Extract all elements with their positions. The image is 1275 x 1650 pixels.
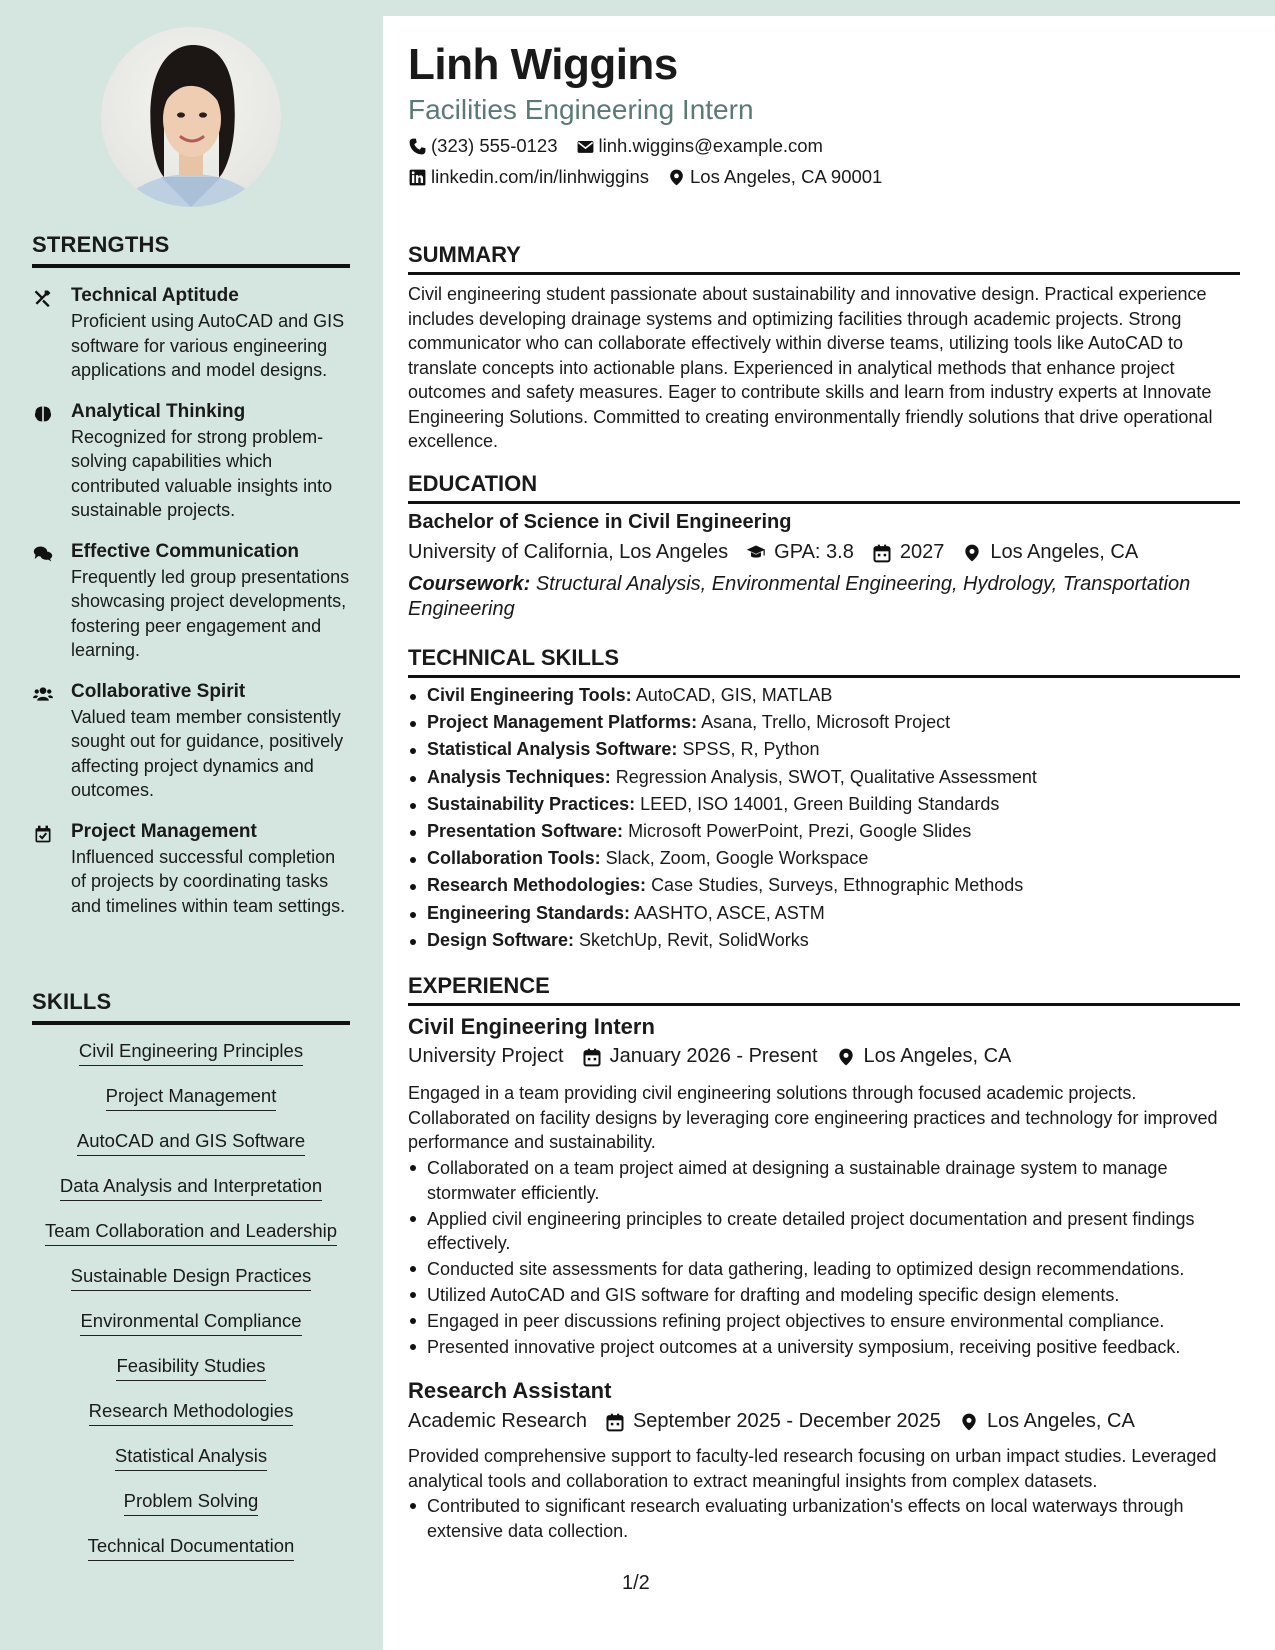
tools-icon (32, 288, 54, 308)
job-summary: Provided comprehensive support to faculty-led research focusing on urban impact studies. Leveraged analytical tools and collaboration to extract meaningful insights from complex datasets. (408, 1446, 1217, 1491)
list-item: Utilized AutoCAD and GIS software for drafting and modeling specific design elements. (408, 1283, 1240, 1308)
candidate-name: Linh Wiggins (408, 40, 678, 89)
strength-title: Analytical Thinking (71, 400, 246, 422)
location-pin-icon (836, 1047, 856, 1067)
technical-skills-heading: TECHNICAL SKILLS (408, 645, 1240, 678)
candidate-role: Facilities Engineering Intern (408, 94, 754, 125)
list-item: Conducted site assessments for data gathering, leading to optimized design recommendations. (408, 1257, 1240, 1282)
skill-item: Team Collaboration and Leadership (45, 1220, 337, 1246)
linkedin-link[interactable]: linkedin.com/in/linhwiggins (431, 166, 649, 187)
list-item: Design Software: SketchUp, Revit, SolidWorks (408, 930, 1240, 957)
job-bullets (408, 1156, 1240, 1361)
location-pin-icon (962, 543, 982, 563)
list-item: Collaboration Tools: Slack, Zoom, Google Workspace (408, 848, 1240, 875)
phone-icon (408, 137, 427, 156)
job-summary: Engaged in a team providing civil engineering solutions through focused academic projects. Collaborated on facility designs by leveraging core engineering practices and technology for improved performance and sustainability. (408, 1083, 1218, 1152)
job-dates: January 2026 - Present (609, 1045, 818, 1067)
job-meta (408, 1045, 1029, 1068)
skill-item: Feasibility Studies (116, 1355, 265, 1381)
skill-item: Project Management (106, 1085, 277, 1111)
profile-photo (101, 27, 281, 207)
list-item: Statistical Analysis Software: SPSS, R, Python (408, 739, 1240, 766)
job-location: Los Angeles, CA (986, 1410, 1135, 1432)
list-item: Civil Engineering Tools: AutoCAD, GIS, MATLAB (408, 685, 1240, 712)
job-meta (408, 1410, 1153, 1433)
coursework-label: Coursework: (408, 573, 531, 595)
strength-item (32, 401, 352, 523)
skill-item: Data Analysis and Interpretation (60, 1175, 322, 1201)
brain-icon (32, 404, 54, 424)
job-org: University Project (408, 1045, 564, 1067)
page-number: 1/2 (622, 1572, 650, 1594)
job-title: Civil Engineering Intern (408, 1014, 655, 1039)
technical-skills-list (408, 685, 1240, 957)
location-pin-icon (667, 168, 686, 187)
strength-description: Frequently led group presentations showcasing project developments, fostering peer engagement and learning. (71, 566, 350, 660)
experience-heading: EXPERIENCE (408, 973, 1240, 1006)
graduation-year: 2027 (899, 541, 945, 563)
degree-title: Bachelor of Science in Civil Engineering (408, 511, 792, 533)
email-icon (576, 137, 595, 156)
job-dates: September 2025 - December 2025 (632, 1410, 941, 1432)
strength-description: Valued team member consistently sought out for guidance, positively affecting project dynamics and outcomes. (71, 706, 344, 800)
skill-item: Statistical Analysis (115, 1445, 267, 1471)
contact-row-2 (408, 166, 900, 188)
job-title: Research Assistant (408, 1378, 612, 1403)
list-item: Presentation Software: Microsoft PowerPoint, Prezi, Google Slides (408, 821, 1240, 848)
list-item: Contributed to significant research evaluating urbanization's effects on local waterways through extensive data collection. (408, 1494, 1240, 1543)
list-item: Sustainability Practices: LEED, ISO 14001, Green Building Standards (408, 794, 1240, 821)
list-item: Research Methodologies: Case Studies, Surveys, Ethnographic Methods (408, 875, 1240, 902)
skills-list (32, 1040, 350, 1580)
strength-description: Recognized for strong problem-solving capabilities which contributed valuable insights into sustainable projects. (71, 426, 333, 520)
skill-item: Technical Documentation (88, 1535, 295, 1561)
strength-title: Effective Communication (71, 540, 300, 562)
chat-icon (32, 544, 54, 564)
strength-description: Influenced successful completion of projects by coordinating tasks and timelines within team settings. (71, 846, 346, 916)
list-item: Engaged in peer discussions refining project objectives to ensure environmental compliance. (408, 1309, 1240, 1334)
coursework (408, 572, 1240, 622)
school-location: Los Angeles, CA (990, 541, 1139, 563)
strength-item (32, 541, 352, 663)
skill-item: Civil Engineering Principles (79, 1040, 303, 1066)
strength-item (32, 681, 352, 803)
skill-item: Environmental Compliance (80, 1310, 301, 1336)
skill-item: Sustainable Design Practices (71, 1265, 312, 1291)
skill-item: AutoCAD and GIS Software (77, 1130, 305, 1156)
calendar-icon (582, 1047, 602, 1067)
job-location: Los Angeles, CA (863, 1045, 1012, 1067)
phone-text[interactable]: (323) 555-0123 (431, 135, 558, 156)
list-item: Project Management Platforms: Asana, Trello, Microsoft Project (408, 712, 1240, 739)
strengths-heading: STRENGTHS (32, 232, 350, 268)
calendar-icon (872, 543, 892, 563)
contact-row-1 (408, 135, 841, 157)
users-icon (32, 684, 54, 704)
linkedin-icon (408, 168, 427, 187)
skills-heading: SKILLS (32, 989, 350, 1025)
location-pin-icon (959, 1412, 979, 1432)
location-text: Los Angeles, CA 90001 (690, 166, 883, 187)
calendar-check-icon (32, 824, 54, 844)
job-org: Academic Research (408, 1410, 587, 1432)
summary-heading: SUMMARY (408, 242, 1240, 275)
list-item: Applied civil engineering principles to create detailed project documentation and present findings effectively. (408, 1207, 1240, 1256)
gpa-text: GPA: 3.8 (774, 541, 854, 563)
strength-title: Project Management (71, 820, 257, 842)
calendar-icon (605, 1412, 625, 1432)
strength-item (32, 285, 352, 383)
strength-title: Technical Aptitude (71, 285, 239, 306)
education-heading: EDUCATION (408, 471, 1240, 504)
coursework-list: Structural Analysis, Environmental Engineering, Hydrology, Transportation Engineering (408, 573, 1191, 620)
strength-title: Collaborative Spirit (71, 680, 246, 702)
list-item: Collaborated on a team project aimed at designing a sustainable drainage system to manage stormwater efficiently. (408, 1156, 1240, 1205)
strength-item (32, 821, 352, 919)
job-bullets (408, 1494, 1240, 1545)
education-meta (408, 541, 1156, 564)
list-item: Analysis Techniques: Regression Analysis, SWOT, Qualitative Assessment (408, 767, 1240, 794)
skill-item: Problem Solving (124, 1490, 259, 1516)
summary-text: Civil engineering student passionate about sustainability and innovative design. Practical experience includes developing drainage systems and optimizing facilities through academic projects. Strong communicator who can collaborate effectively within diverse teams, utilizing tools like AutoCAD to translate concepts into actionable plans. Experienced in analytical methods that enhance project outcomes and safety measures. Eager to contribute skills and learn from industry experts at Innovate Engineering Solutions. Committed to creating environmentally friendly solutions that drive operational excellence. (408, 284, 1213, 451)
graduation-cap-icon (746, 543, 766, 563)
list-item: Presented innovative project outcomes at a university symposium, receiving positive feedback. (408, 1335, 1240, 1360)
strengths-list (32, 285, 352, 936)
email-link[interactable]: linh.wiggins@example.com (598, 135, 823, 156)
strength-description: Proficient using AutoCAD and GIS software for various engineering applications and model designs. (71, 311, 345, 380)
skill-item: Research Methodologies (89, 1400, 294, 1426)
list-item: Engineering Standards: AASHTO, ASCE, ASTM (408, 903, 1240, 930)
school-name: University of California, Los Angeles (408, 541, 729, 563)
